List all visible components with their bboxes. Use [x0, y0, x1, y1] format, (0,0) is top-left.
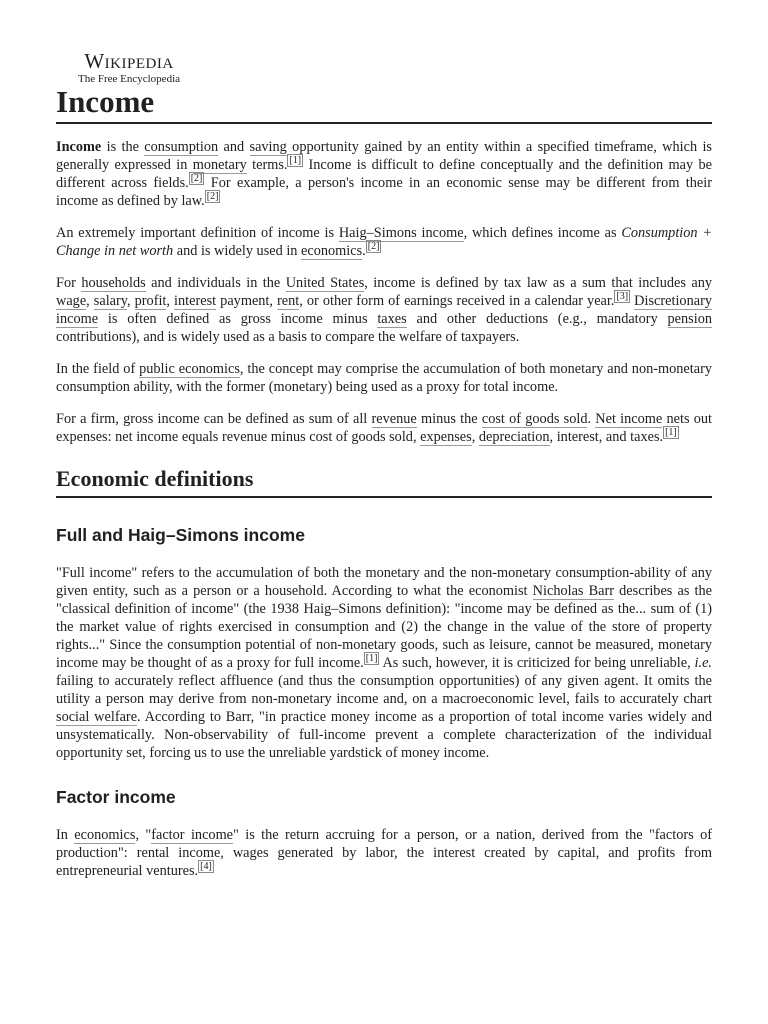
link-economics[interactable]: economics — [301, 243, 363, 259]
paragraph-factor-income: In economics, "factor income" is the return accruing for a person, or a nation, derived from the "factors of production": rental income, wages generated by labor, the interest created by capital, and profits from entrepreneurial ventures. [4] — [56, 827, 712, 879]
bold-term: Income — [56, 139, 102, 155]
paragraph-firm-income: For a firm, gross income can be defined as sum of all revenue minus the cost of goods sold. Net income nets out expenses: net income equals revenue minus cost of goods sold, expenses, depreciation, interest, and taxes. [1] — [56, 411, 712, 445]
link-expenses[interactable]: expenses — [420, 429, 472, 445]
paragraph-intro: Income is the consumption and saving opportunity gained by an entity within a specified timeframe, which is generally expressed in monetary terms. [1] Income is difficult to define conceptually and the definition may be different across fields. [2] For example, a person's income in an economic sense may be different from their income as defined by law. [2] — [56, 139, 713, 209]
reference-link[interactable]: [1] — [665, 427, 677, 438]
link-revenue[interactable]: revenue — [371, 411, 417, 427]
link-social-welfare[interactable]: social welfare — [56, 709, 138, 725]
reference-link[interactable]: [2] — [206, 191, 219, 202]
paragraph-haig-simons: An extremely important definition of income is Haig–Simons income, which defines income as Consumption + Change in net worth and is widely used in economics. [2] — [56, 225, 713, 259]
link-profit[interactable]: profit — [134, 293, 167, 309]
reference-link[interactable]: [2] — [190, 173, 203, 184]
link-haig-simons-income[interactable]: Haig–Simons income — [338, 225, 464, 241]
link-factor-income[interactable]: factor income — [151, 827, 234, 843]
italic-ie: i.e. — [694, 655, 712, 671]
link-salary[interactable]: salary — [93, 293, 128, 309]
formula-text: Consumption + Change in net worth — [56, 225, 713, 259]
subsection-heading: Full and Haig–Simons income — [56, 525, 305, 545]
link-nicholas-barr[interactable]: Nicholas Barr — [532, 583, 615, 599]
reference-link[interactable]: [1] — [289, 155, 302, 166]
article-body — [56, 138, 712, 894]
link-public-economics[interactable]: public economics — [139, 361, 240, 377]
subsection-heading: Factor income — [56, 787, 176, 807]
logo-wordmark: Wikipedia — [84, 49, 174, 73]
link-cost-of-goods-sold[interactable]: cost of goods sold — [481, 411, 588, 427]
link-saving[interactable]: saving — [249, 139, 287, 155]
reference-link[interactable]: [4] — [200, 861, 212, 872]
section-heading: Economic definitions — [56, 466, 712, 498]
reference-link[interactable]: [3] — [616, 291, 629, 302]
link-economics[interactable]: economics — [74, 827, 136, 843]
link-united-states[interactable]: United States — [285, 275, 365, 291]
link-taxes[interactable]: taxes — [377, 311, 407, 327]
reference-link[interactable]: [1] — [365, 653, 378, 664]
wikipedia-logo[interactable] — [78, 50, 180, 86]
link-monetary[interactable]: monetary — [192, 157, 247, 173]
link-net-income[interactable]: Net income — [595, 411, 663, 427]
link-rent[interactable]: rent — [277, 293, 300, 309]
paragraph-us-tax: For households and individuals in the United States, income is defined by tax law as a sum that includes any wage, salary, profit, interest payment, rent, or other form of earnings received in a calendar year. [3] Discretionary income is often defined as gross income minus taxes and other deductions (e.g., mandatory pension contributions), and is widely used as a basis to compare the welfare of taxpayers. — [56, 275, 713, 345]
logo-tagline: The Free Encyclopedia — [78, 73, 181, 85]
link-wage[interactable]: wage — [56, 293, 87, 309]
link-pension[interactable]: pension — [667, 311, 712, 327]
link-households[interactable]: households — [81, 275, 146, 291]
paragraph-full-income: "Full income" refers to the accumulation of both the monetary and the non-monetary consumption-ability of any given entity, such as a person or a household. According to what the economist Nicholas Barr describes as the "classical definition of income" (the 1938 Haig–Simons definition): "income may be defined as the... sum of (1) the market value of rights exercised in consumption and (2) the change in the value of the store of property rights..." Since the consumption potential of non-monetary goods, such as leisure, cannot be measured, monetary income may be thought of as a proxy for full income. [1] As such, however, it is criticized for being unreliable, i.e. failing to accurately reflect affluence (and thus the consumption opportunities) of any given agent. It omits the utility a person may derive from non-monetary income and, on a macroeconomic level, fails to accurately chart social welfare. According to Barr, "in practice money income as a proportion of total income varies widely and unsystematically. Non-observability of full-income prevent a complete characterization of the individual opportunity set, forcing us to use the unreliable yardstick of money income. — [56, 565, 712, 761]
link-consumption[interactable]: consumption — [144, 139, 219, 155]
link-interest[interactable]: interest — [174, 293, 217, 309]
link-discretionary-income[interactable]: Discretionary income — [56, 293, 712, 327]
reference-link[interactable]: [2] — [367, 241, 380, 252]
link-depreciation[interactable]: depreciation — [478, 429, 550, 445]
page-title: Income — [56, 82, 712, 124]
paragraph-public-economics: In the field of public economics, the concept may comprise the accumulation of both monetary and non-monetary consumption ability, with the former (monetary) being used as a proxy for total income. — [56, 361, 712, 395]
